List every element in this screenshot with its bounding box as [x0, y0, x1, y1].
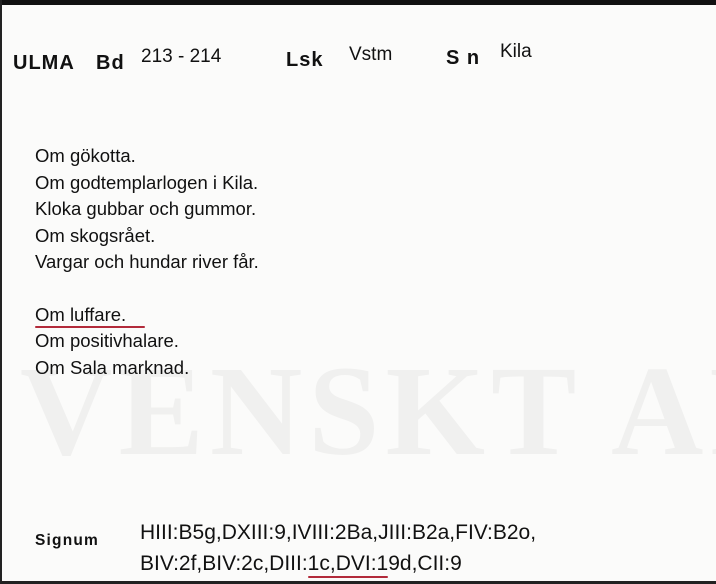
red-underline-mark: [35, 326, 145, 328]
parish-label: S n: [446, 47, 481, 69]
signum-codes-part: BIV:2f,BIV:2c,: [140, 552, 270, 575]
parish-value: Kila: [500, 41, 532, 62]
signum-label: Signum: [35, 532, 100, 549]
entry-line: Om godtemplarlogen i Kila.: [35, 171, 259, 193]
entry-line: Om gökotta.: [35, 145, 136, 166]
red-underline-mark: [308, 576, 388, 578]
card-top-edge: [0, 0, 716, 5]
region-label: Lsk: [286, 49, 324, 71]
signum-line-1: HIII:B5g,DXIII:9,IVIII:2Ba,JIII:B2a,FIV:B2o,: [140, 521, 537, 544]
entry-gap: [35, 276, 259, 302]
entry-line: Om skogsrået.: [35, 224, 156, 246]
volume-value: 213 - 214: [141, 46, 222, 67]
signum-codes: [140, 517, 536, 579]
signum-codes-part: ,DVI:19d,CII:9: [329, 552, 462, 575]
entry-line: Vargar och hundar river får.: [35, 251, 259, 272]
signum-line-2: [140, 548, 536, 579]
entry-line: Kloka gubbar och gummor.: [35, 198, 257, 219]
volume-label: Bd: [96, 52, 125, 74]
entry-line: Om positivhalare.: [35, 330, 179, 351]
signum-code-marked: DIII:1c: [269, 552, 330, 575]
archive-label: ULMA: [13, 52, 75, 74]
entry-line: Om Sala marknad.: [35, 356, 190, 378]
region-value: Vstm: [349, 44, 393, 65]
card-left-edge: [0, 0, 2, 584]
entry-line: Om luffare.: [35, 303, 127, 325]
entry-list: [35, 143, 259, 381]
